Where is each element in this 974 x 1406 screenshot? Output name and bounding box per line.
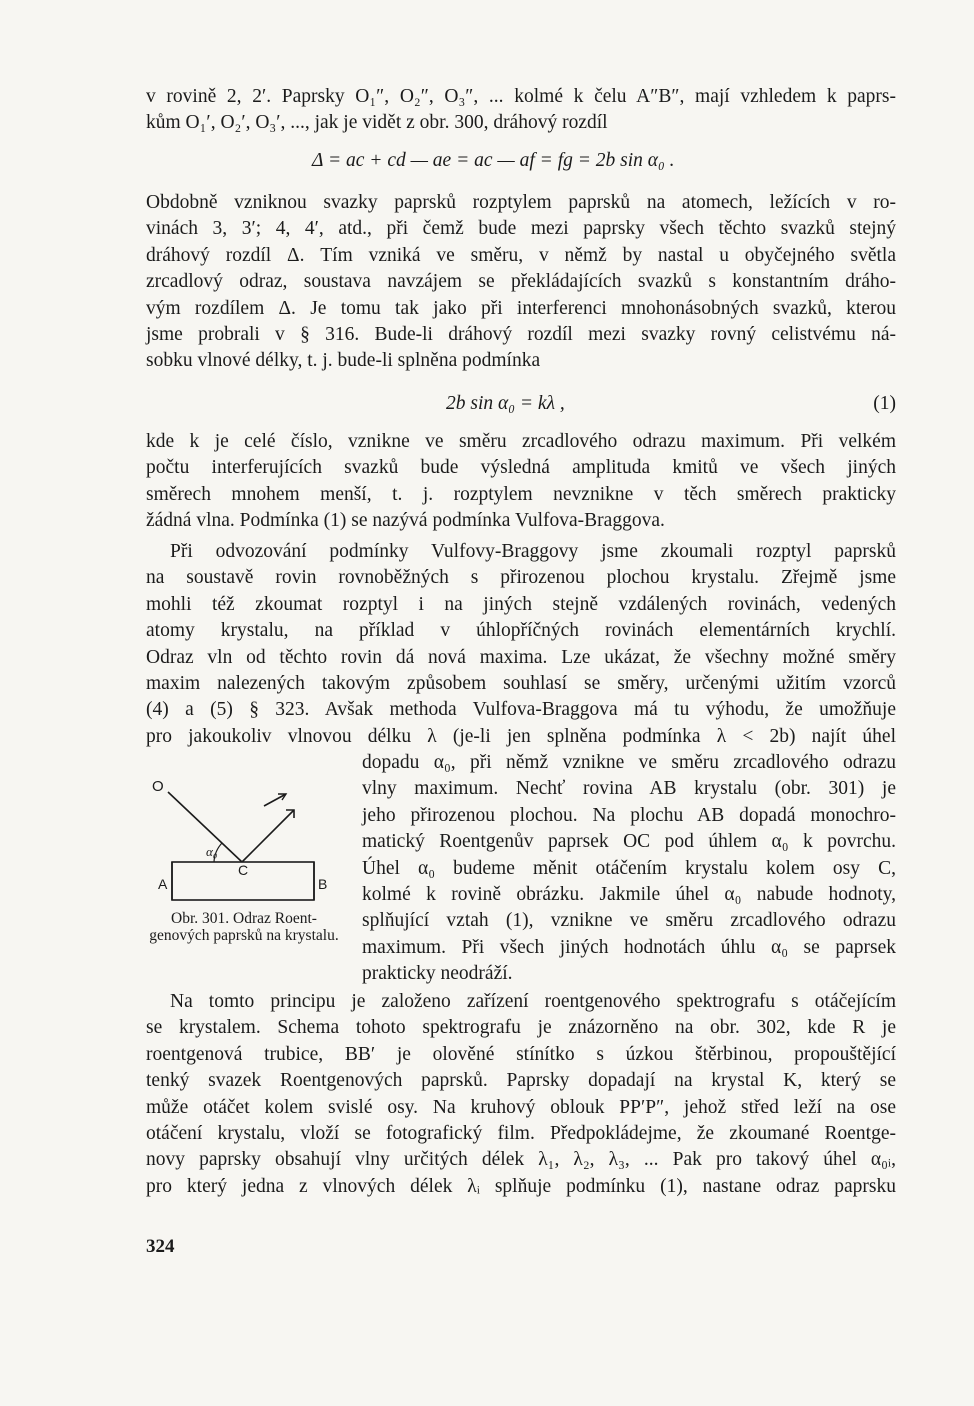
text-line: sobku vlnové délky, t. j. bude-li splněna podmínka xyxy=(146,350,541,372)
label-alpha: α₀ xyxy=(206,844,218,859)
paragraph-right-column xyxy=(362,750,896,988)
text-line: atomy krystalu, na příklad v úhlopříčných rovinách elementárních krychlí. xyxy=(146,620,896,642)
equation-number: (1) xyxy=(873,393,896,414)
figure-caption: Obr. 301. Odraz Roent-genových paprsků na krystalu. xyxy=(149,910,339,944)
text-line: splňující vztah (1), vznikne ve směru zrcadlového odrazu xyxy=(362,910,896,932)
reflected-ray xyxy=(242,810,294,862)
text-line: vinách 3, 3′; 4, 4′, atd., při čemž bude mezi paprsky všech těchto svazků stejný xyxy=(146,218,896,240)
text-line: pro jakoukoliv vlnovou délku λ (je-li jen splněna podmínka λ < 2b) najít úhel xyxy=(146,725,896,747)
label-o: O xyxy=(152,778,164,795)
text-line: maxim nalezených takovým způsobem souhlasí se směry, určenými užitím vzorců xyxy=(146,673,896,695)
text-line: se krystalem. Schema tohoto spektrografu je znázorněno na obr. 302, kde R je xyxy=(146,1017,896,1039)
paragraph-kde xyxy=(146,429,896,535)
text-line: žádná vlna. Podmínka (1) se nazývá podmínka Vulfova-Braggova. xyxy=(146,510,665,532)
equation-path-difference: Δ = ac + cd — ae = ac — af = fg = 2b sin α₀ . xyxy=(312,150,675,171)
text-line: kům O₁′, O₂′, O₃′, ..., jak je vidět z obr. 300, dráhový rozdíl xyxy=(146,112,608,134)
text-line: matický Roentgenův paprsek OC pod úhlem α₀ k povrchu. xyxy=(362,831,896,853)
text-line: dopadu α₀, při němž vznikne ve směru zrcadlového odrazu xyxy=(362,752,896,773)
text-line: Odraz vln od těchto rovin dá nová maxima. Lze ukázat, že všechny možné směry xyxy=(146,646,896,668)
text-line: Úhel α₀ budeme měnit otáčením krystalu kolem osy C, xyxy=(362,857,896,879)
label-b: B xyxy=(318,876,328,892)
text-line: Na tomto principu je založeno zařízení roentgenového spektrografu s otáčejícím xyxy=(170,991,896,1012)
text-line: Při odvozování podmínky Vulfovy-Braggovy jsme zkoumali rozptyl paprsků xyxy=(170,541,896,562)
bragg-reflection-diagram xyxy=(146,770,346,910)
text-line: prakticky neodráží. xyxy=(362,963,513,985)
label-c: C xyxy=(238,862,249,878)
text-line: maximum. Při všech jiných hodnotách úhlu α₀ se paprsek xyxy=(362,936,896,958)
text-line: vlny maximum. Nechť rovina AB krystalu (obr. 301) je xyxy=(362,778,896,800)
paragraph-princip xyxy=(146,989,896,1200)
text-line: směrech mnohem menší, t. j. rozptylem nevznikne v těch směrech prakticky xyxy=(146,483,896,505)
text-line: mohli též zkoumat rozptyl i na jiných stejně vzdálených rovinách, vedených xyxy=(146,593,896,615)
paragraph-odvozovani xyxy=(146,539,896,750)
text-line: kolmé k rovině obrázku. Jakmile úhel α₀ nabude hodnoty, xyxy=(362,884,896,906)
text-line: dráhový rozdíl Δ. Tím vzniká ve směru, v němž by nastal u obyčejného světla xyxy=(146,244,896,266)
equation-bragg: 2b sin α₀ = kλ , xyxy=(446,393,565,414)
text-line: roentgenová trubice, BB′ je olověné stínítko s úzkou štěrbinou, propouštějící xyxy=(146,1043,896,1065)
page-number: 324 xyxy=(146,1236,175,1257)
text-line: jsme probrali v § 316. Bude-li dráhový rozdíl mezi svazky rovný celistvému ná- xyxy=(146,324,896,346)
text-line: může otáčet kolem svislé osy. Na kruhový oblouk PP′P″, jehož střed leží na ose xyxy=(146,1096,896,1118)
incident-ray xyxy=(168,792,242,862)
text-line: Obdobně vzniknou svazky paprsků rozptylem paprsků na atomech, ležících v ro- xyxy=(146,192,896,213)
text-line: (4) a (5) § 323. Avšak methoda Vulfova-Braggova má tu výhodu, že umožňuje xyxy=(146,699,896,721)
label-a: A xyxy=(158,876,168,892)
text-line: zrcadlový odraz, soustava navzájem se překládajících svazků s konstantním dráho- xyxy=(146,271,896,293)
paragraph-svazky xyxy=(146,190,896,375)
paragraph-top xyxy=(146,84,896,137)
text-line: v rovině 2, 2′. Paprsky O₁″, O₂″, O₃″, ... kolmé k čelu A″B″, mají vzhledem k paprs- xyxy=(146,86,896,107)
text-line: počtu interferujících svazků bude výsledná amplituda kmitů ve všech jiných xyxy=(146,457,896,479)
text-line: vým rozdílem Δ. Je tomu tak jako při interferenci mnohonásobných svazků, kterou xyxy=(146,297,896,319)
text-line: tenký svazek Roentgenových paprsků. Paprsky dopadají na krystal K, který se xyxy=(146,1070,896,1092)
text-line: na soustavě rovin rovnoběžných s přirozenou plochou krystalu. Zřejmě jsme xyxy=(146,567,896,589)
text-line: otáčení krystalu, vloží se fotografický film. Předpokládejme, že zkoumané Roentge- xyxy=(146,1123,896,1145)
text-line: kde k je celé číslo, vznikne ve směru zrcadlového odrazu maximum. Při velkém xyxy=(146,431,896,452)
text-line: jeho přirozenou plochou. Na plochu AB dopadá monochro- xyxy=(362,804,896,826)
text-line: novy paprsky obsahují vlny určitých délek λ₁, λ₂, λ₃, ... Pak pro takový úhel α₀ᵢ, xyxy=(146,1149,896,1171)
text-line: pro který jedna z vlnových délek λᵢ splňuje podmínku (1), nastane odraz paprsku xyxy=(146,1175,896,1197)
